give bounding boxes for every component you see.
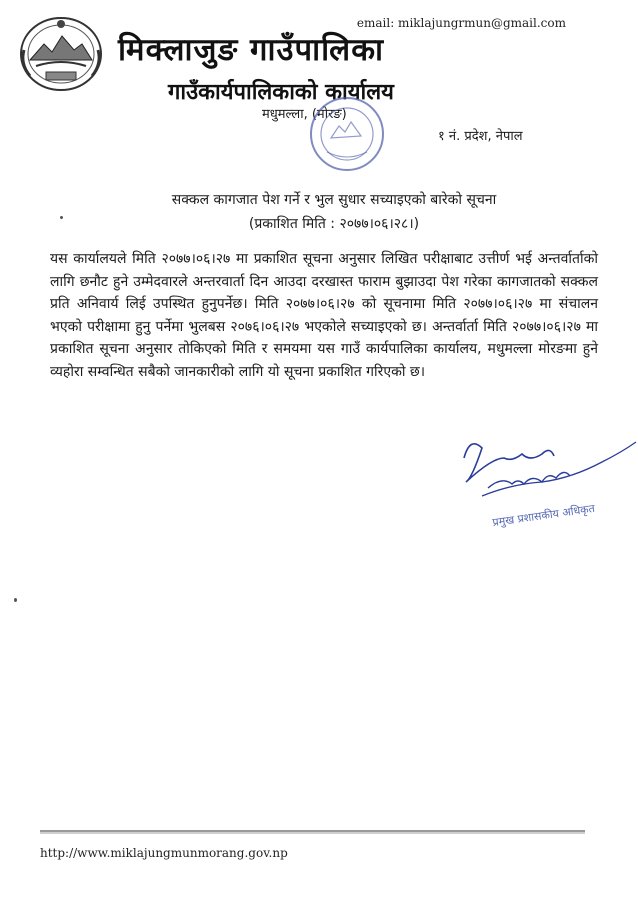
government-emblem-icon bbox=[16, 14, 106, 92]
scan-speck bbox=[60, 216, 63, 219]
publication-date: (प्रकाशित मिति : २०७७।०६।२८।) bbox=[248, 216, 420, 232]
office-name: गाउँकार्यपालिकाको कार्यालय bbox=[168, 80, 394, 105]
scan-speck bbox=[14, 598, 17, 602]
header-email: email: miklajungrmun@gmail.com bbox=[356, 16, 566, 30]
signatory-role: प्रमुख प्रशासकीय अधिकृत bbox=[491, 501, 596, 530]
office-seal-stamp bbox=[305, 92, 389, 176]
notice-title: सक्कल कागजात पेश गर्ने र भुल सुधार सच्याइएको बारेको सूचना bbox=[171, 192, 497, 208]
footer-website-link[interactable]: http://www.miklajungmunmorang.gov.np bbox=[40, 846, 288, 860]
office-province: १ नं. प्रदेश, नेपाल bbox=[438, 129, 523, 144]
office-address: मधुमल्ला, (मोरङ) bbox=[262, 107, 347, 122]
footer-divider bbox=[40, 830, 585, 832]
notice-body: यस कार्यालयले मिति २०७७।०६।२७ मा प्रकाशित सूचना अनुसार लिखित परीक्षाबाट उत्तीर्ण भई अन्तर्वार्ताको लागि छनौट हुने उम्मेदवारले अन्तरवार्ता दिन आउदा दरखास्त फाराम बुझाउदा पेश गरेका कागजातको सक्कल प्रति अनिवार्य लिई उपस्थित हुनुपर्नेछ। मिति २०७७।०६।२७ को सूचनामा मिति २०७७।०६।२७ मा संचालन भएको परीक्षामा हुनु पर्नेमा भुलबस २०७६।०६।२७ भएकोले सच्याइएको छ। अन्तर्वार्ता मिति २०७७।०६।२७ मा प्रकाशित सूचना अनुसार तोकिएको मिति र समयमा यस गाउँ कार्यपालिका कार्यालय, मधुमल्ला मोरङमा हुने व्यहोरा सम्वन्धित सबैको जानकारीको लागि यो सूचना प्रकाशित गरिएको छ। bbox=[50, 251, 598, 380]
organization-name: मिक्लाजुङ गाउँपालिका bbox=[118, 32, 385, 68]
